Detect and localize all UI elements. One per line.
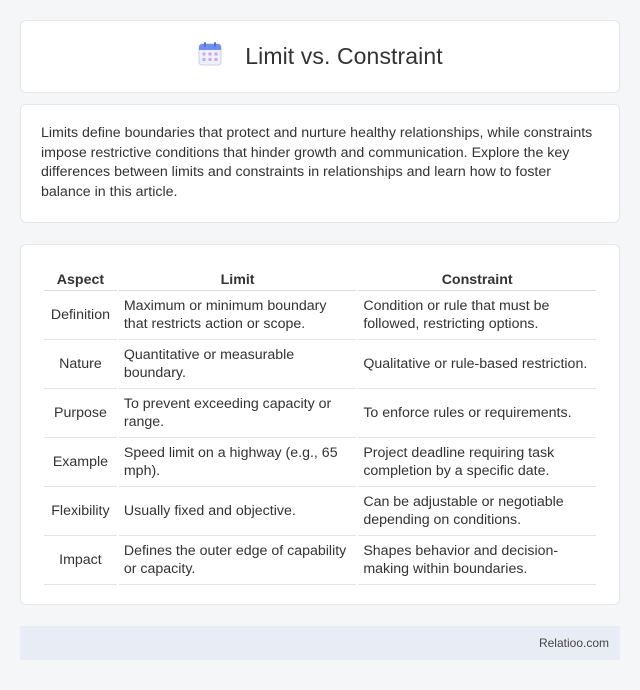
aspect-cell: Purpose	[44, 389, 117, 438]
limit-cell: Quantitative or measurable boundary.	[119, 340, 356, 389]
limit-cell: Defines the outer edge of capability or capacity.	[119, 536, 356, 585]
comparison-table	[42, 265, 598, 585]
constraint-cell: Can be adjustable or negotiable depending on conditions.	[358, 487, 596, 536]
header-constraint: Constraint	[358, 265, 596, 291]
intro-card	[20, 104, 620, 223]
constraint-cell: Condition or rule that must be followed, restricting options.	[358, 291, 596, 340]
constraint-cell: Qualitative or rule-based restriction.	[358, 340, 596, 389]
calendar-icon	[197, 41, 223, 72]
footer-brand[interactable]: Relatioo.com	[538, 636, 609, 650]
footer	[20, 626, 620, 660]
aspect-cell: Impact	[44, 536, 117, 585]
aspect-cell: Nature	[44, 340, 117, 389]
aspect-cell: Definition	[44, 291, 117, 340]
constraint-cell: Project deadline requiring task completion by a specific date.	[358, 438, 596, 487]
table-row	[44, 291, 596, 340]
aspect-cell: Example	[44, 438, 117, 487]
table-row	[44, 340, 596, 389]
aspect-cell: Flexibility	[44, 487, 117, 536]
intro-text: Limits define boundaries that protect and nurture healthy relationships, while constraints impose restrictive conditions that hinder growth and communication. Explore the key differences between limits and constraints in relationships and learn how to foster balance in this article.	[41, 125, 593, 200]
table-row	[44, 487, 596, 536]
table-row	[44, 536, 596, 585]
limit-cell: To prevent exceeding capacity or range.	[119, 389, 356, 438]
page-title: Limit vs. Constraint	[245, 43, 443, 69]
table-header-row	[44, 265, 596, 291]
limit-cell: Maximum or minimum boundary that restricts action or scope.	[119, 291, 356, 340]
table-row	[44, 438, 596, 487]
limit-cell: Speed limit on a highway (e.g., 65 mph).	[119, 438, 356, 487]
header-limit: Limit	[119, 265, 356, 291]
title-wrap	[197, 41, 443, 72]
header-aspect: Aspect	[44, 265, 117, 291]
limit-cell: Usually fixed and objective.	[119, 487, 356, 536]
table-card	[20, 244, 620, 605]
constraint-cell: To enforce rules or requirements.	[358, 389, 596, 438]
header-card	[20, 20, 620, 93]
constraint-cell: Shapes behavior and decision-making within boundaries.	[358, 536, 596, 585]
table-row	[44, 389, 596, 438]
